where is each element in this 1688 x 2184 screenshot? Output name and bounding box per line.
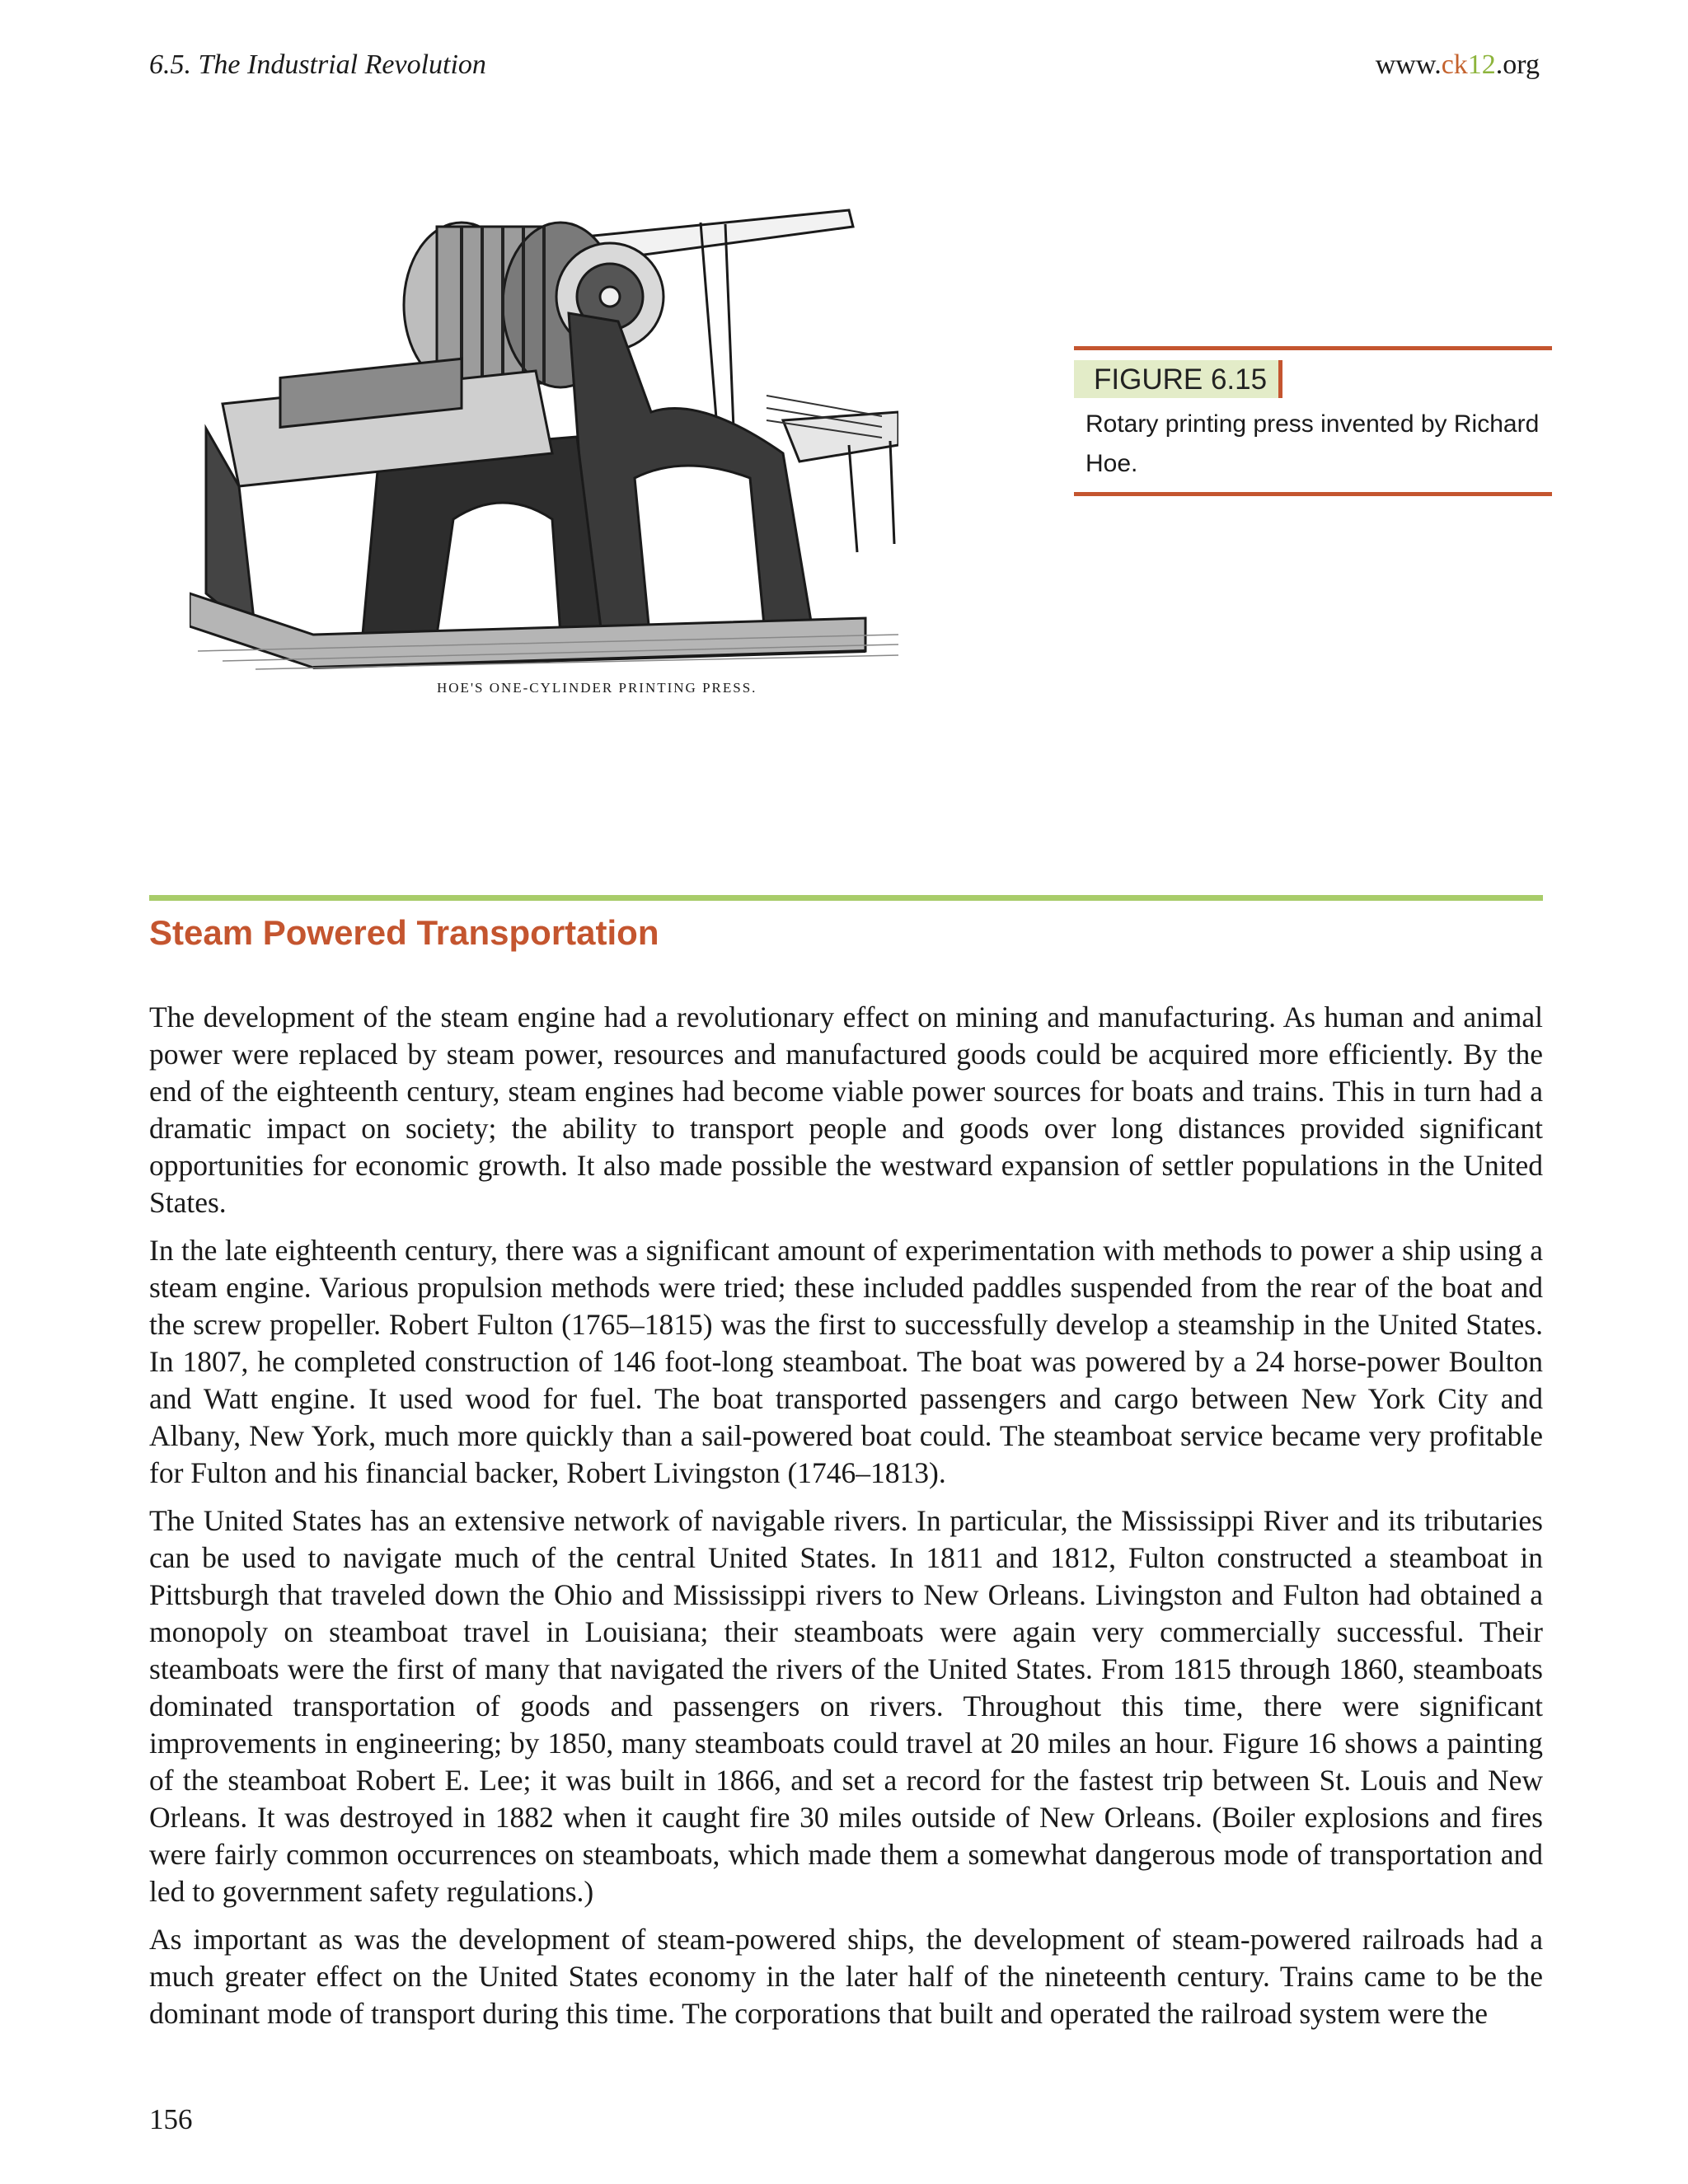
printing-press-engraving	[190, 206, 898, 709]
figure-caption: Rotary printing press invented by Richard Hoe.	[1085, 410, 1540, 477]
page-number: 156	[149, 2103, 193, 2135]
url-suffix: .org	[1495, 49, 1540, 80]
url-brand-number: 12	[1467, 49, 1496, 80]
section-reference: 6.5. The Industrial Revolution	[149, 49, 486, 80]
paragraph-2: In the late eighteenth century, there was a significant amount of experimentation with methods to power a ship using a steam engine. Various propulsion methods were tried; these included paddles suspended from the rear of the boat and the screw propeller. Robert Fulton (1765–1815) was the first to successfully develop a steamship in the United States. In 1807, he completed construction of 146 foot-long steamboat. The boat was powered by a 24 horse-power Boulton and Watt engine. It used wood for fuel. The boat transported passengers and cargo between New York City and Albany, New York, much more quickly than a sail-powered boat could. The steamboat service became very profitable for Fulton and his financial backer, Robert Livingston (1746–1813).	[149, 1234, 1543, 1489]
url-prefix: www.	[1375, 49, 1442, 80]
paragraph-3: The United States has an extensive network of navigable rivers. In particular, the Mississippi River and its tributaries can be used to navigate much of the central United States. In 1811 and 1812, Fulton constructed a steamboat in Pittsburgh that traveled down the Ohio and Mississippi rivers to New Orleans. Livingston and Fulton had obtained a monopoly on steamboat travel in Louisiana; their steamboats were again very commercially successful. Their steamboats were the first of many that navigated the rivers of the United States. From 1815 through 1860, steamboats dominated transportation of goods and passengers on rivers. Throughout this time, there were significant improvements in engineering; by 1850, many steamboats could travel at 20 miles an hour. Figure 16 shows a painting of the steamboat Robert E. Lee; it was built in 1866, and set a record for the fastest trip between St. Louis and New Orleans. It was destroyed in 1882 when it caught fire 30 miles outside of New Orleans. (Boiler explosions and fires were fairly common occurrences on steamboats, which made them a somewhat dangerous mode of transportation and led to government safety regulations.)	[149, 1504, 1543, 1908]
section-title: Steam Powered Transportation	[149, 913, 659, 952]
paragraph-4: As important as was the development of steam-powered ships, the development of steam-powered railroads had a much greater effect on the United States economy in the later half of the nineteenth century. Trains came to be the dominant mode of transport during this time. The corporations that built and operated the railroad system were the	[149, 1923, 1543, 2030]
paragraph-1: The development of the steam engine had a revolutionary effect on mining and manufacturing. As human and animal power were replaced by steam power, resources and manufactured goods could be acquired more efficiently. By the end of the eighteenth century, steam engines had become viable power sources for boats and trains. This in turn had a dramatic impact on society; the ability to transport people and goods over long distances provided significant opportunities for economic growth. It also made possible the westward expansion of settler populations in the United States.	[149, 1001, 1543, 1219]
figure-label: FIGURE 6.15	[1074, 360, 1282, 398]
site-url[interactable]	[1376, 49, 1540, 81]
section-body	[149, 999, 1543, 2043]
url-brand-ck: ck	[1441, 49, 1468, 80]
figure-caption-box	[1074, 346, 1552, 496]
engraving-caption: HOE'S ONE-CYLINDER PRINTING PRESS.	[437, 680, 757, 696]
running-head	[149, 49, 1540, 87]
section-divider	[149, 895, 1543, 901]
